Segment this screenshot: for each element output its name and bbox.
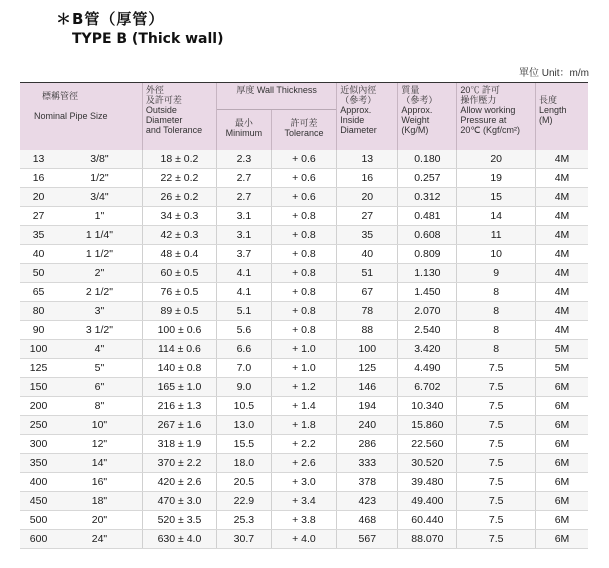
cell-mm: 400 <box>20 473 57 492</box>
cell-wall: 5.6 <box>217 321 272 340</box>
header-len-en2: (M) <box>539 115 553 125</box>
cell-pressure: 7.5 <box>457 511 536 530</box>
table-row <box>20 321 588 340</box>
cell-weight: 1.130 <box>398 264 457 283</box>
cell-tol: + 0.6 <box>271 169 337 188</box>
cell-pressure: 7.5 <box>457 397 536 416</box>
cell-mm: 200 <box>20 397 57 416</box>
cell-weight: 0.257 <box>398 169 457 188</box>
header-outside-diameter <box>142 83 216 151</box>
cell-pressure: 7.5 <box>457 378 536 397</box>
cell-wall: 18.0 <box>217 454 272 473</box>
cell-inch: 2" <box>57 264 142 283</box>
cell-pressure: 8 <box>457 283 536 302</box>
cell-pressure: 7.5 <box>457 473 536 492</box>
table-row <box>20 302 588 321</box>
cell-wall: 13.0 <box>217 416 272 435</box>
cell-tol: + 0.8 <box>271 207 337 226</box>
cell-tol: + 2.6 <box>271 454 337 473</box>
cell-id: 125 <box>337 359 398 378</box>
cell-wall: 3.1 <box>217 226 272 245</box>
cell-weight: 0.809 <box>398 245 457 264</box>
header-wt-en1: Approx. <box>401 105 433 115</box>
table-row <box>20 454 588 473</box>
cell-id: 78 <box>337 302 398 321</box>
header-wt-cn1: 質量 <box>401 85 420 95</box>
cell-inch: 2 1/2" <box>57 283 142 302</box>
cell-od: 89 ± 0.5 <box>142 302 216 321</box>
cell-tol: + 0.8 <box>271 245 337 264</box>
cell-length: 6M <box>536 454 589 473</box>
cell-length: 6M <box>536 416 589 435</box>
cell-mm: 35 <box>20 226 57 245</box>
cell-id: 13 <box>337 150 398 169</box>
cell-od: 520 ± 3.5 <box>142 511 216 530</box>
cell-pressure: 7.5 <box>457 359 536 378</box>
cell-length: 6M <box>536 530 589 549</box>
cell-id: 67 <box>337 283 398 302</box>
header-id-en2: Inside <box>340 115 365 125</box>
cell-weight: 2.070 <box>398 302 457 321</box>
cell-length: 5M <box>536 340 589 359</box>
table-row <box>20 530 588 549</box>
cell-wall: 7.0 <box>217 359 272 378</box>
cell-weight: 60.440 <box>398 511 457 530</box>
cell-weight: 0.608 <box>398 226 457 245</box>
cell-inch: 1" <box>57 207 142 226</box>
cell-length: 4M <box>536 169 589 188</box>
cell-tol: + 4.0 <box>271 530 337 549</box>
table-row <box>20 416 588 435</box>
cell-tol: + 2.2 <box>271 435 337 454</box>
cell-length: 4M <box>536 188 589 207</box>
header-wall-tol-en: Tolerance <box>284 128 324 138</box>
cell-mm: 50 <box>20 264 57 283</box>
cell-od: 114 ± 0.6 <box>142 340 216 359</box>
header-wall-tolerance <box>271 110 337 151</box>
cell-inch: 1 1/2" <box>57 245 142 264</box>
cell-pressure: 9 <box>457 264 536 283</box>
cell-inch: 6" <box>57 378 142 397</box>
cell-pressure: 11 <box>457 226 536 245</box>
cell-weight: 2.540 <box>398 321 457 340</box>
pipe-spec-table <box>20 82 588 549</box>
cell-id: 423 <box>337 492 398 511</box>
cell-weight: 4.490 <box>398 359 457 378</box>
cell-od: 100 ± 0.6 <box>142 321 216 340</box>
header-wall-min-en: Minimum <box>225 128 263 138</box>
cell-length: 6M <box>536 397 589 416</box>
cell-weight: 10.340 <box>398 397 457 416</box>
cell-id: 240 <box>337 416 398 435</box>
header-wall-thickness <box>217 83 337 110</box>
header-od-cn2: 及許可差 <box>145 95 182 105</box>
table-header <box>20 83 588 151</box>
cell-od: 318 ± 1.9 <box>142 435 216 454</box>
cell-wall: 20.5 <box>217 473 272 492</box>
header-press-en3: 20℃ (Kgf/cm²) <box>460 125 520 135</box>
cell-tol: + 0.6 <box>271 150 337 169</box>
cell-weight: 3.420 <box>398 340 457 359</box>
cell-inch: 24" <box>57 530 142 549</box>
cell-length: 4M <box>536 150 589 169</box>
header-nominal-size <box>20 83 142 151</box>
cell-length: 6M <box>536 435 589 454</box>
cell-inch: 12" <box>57 435 142 454</box>
cell-pressure: 19 <box>457 169 536 188</box>
cell-od: 370 ± 2.2 <box>142 454 216 473</box>
table-row <box>20 511 588 530</box>
cell-pressure: 7.5 <box>457 454 536 473</box>
header-id-cn1: 近似內徑 <box>340 85 377 95</box>
cell-tol: + 0.8 <box>271 302 337 321</box>
cell-mm: 40 <box>20 245 57 264</box>
cell-inch: 3/4" <box>57 188 142 207</box>
cell-wall: 10.5 <box>217 397 272 416</box>
table-row <box>20 492 588 511</box>
cell-inch: 5" <box>57 359 142 378</box>
cell-length: 4M <box>536 245 589 264</box>
cell-tol: + 3.0 <box>271 473 337 492</box>
cell-tol: + 0.8 <box>271 226 337 245</box>
cell-tol: + 1.2 <box>271 378 337 397</box>
cell-pressure: 14 <box>457 207 536 226</box>
cell-weight: 0.481 <box>398 207 457 226</box>
cell-mm: 150 <box>20 378 57 397</box>
cell-od: 630 ± 4.0 <box>142 530 216 549</box>
cell-weight: 6.702 <box>398 378 457 397</box>
cell-tol: + 1.0 <box>271 340 337 359</box>
unit-label: 單位 Unit：m/m <box>519 68 589 79</box>
cell-length: 4M <box>536 321 589 340</box>
cell-id: 16 <box>337 169 398 188</box>
cell-od: 216 ± 1.3 <box>142 397 216 416</box>
cell-wall: 9.0 <box>217 378 272 397</box>
cell-id: 567 <box>337 530 398 549</box>
header-wt-en2: Weight <box>401 115 430 125</box>
header-od-cn1: 外徑 <box>145 85 164 95</box>
cell-length: 6M <box>536 511 589 530</box>
cell-od: 165 ± 1.0 <box>142 378 216 397</box>
cell-wall: 4.1 <box>217 283 272 302</box>
cell-mm: 13 <box>20 150 57 169</box>
cell-mm: 65 <box>20 283 57 302</box>
cell-mm: 20 <box>20 188 57 207</box>
cell-wall: 3.7 <box>217 245 272 264</box>
header-wall-min-cn: 最小 <box>234 118 253 128</box>
cell-tol: + 3.8 <box>271 511 337 530</box>
cell-inch: 10" <box>57 416 142 435</box>
cell-length: 4M <box>536 302 589 321</box>
cell-mm: 90 <box>20 321 57 340</box>
cell-od: 26 ± 0.2 <box>142 188 216 207</box>
table-row <box>20 264 588 283</box>
cell-tol: + 0.8 <box>271 321 337 340</box>
cell-length: 4M <box>536 264 589 283</box>
cell-weight: 1.450 <box>398 283 457 302</box>
cell-wall: 25.3 <box>217 511 272 530</box>
cell-mm: 125 <box>20 359 57 378</box>
cell-pressure: 15 <box>457 188 536 207</box>
header-od-en2: Diameter <box>145 115 183 125</box>
table-body <box>20 150 588 549</box>
header-pressure <box>457 83 536 151</box>
cell-pressure: 7.5 <box>457 416 536 435</box>
page-title-chinese: ＊B管（厚管） <box>56 10 165 28</box>
table-row <box>20 283 588 302</box>
cell-length: 5M <box>536 359 589 378</box>
cell-weight: 0.180 <box>398 150 457 169</box>
cell-inch: 20" <box>57 511 142 530</box>
table-row <box>20 378 588 397</box>
cell-tol: + 1.0 <box>271 359 337 378</box>
header-wt-cn2: （參考） <box>401 95 438 105</box>
cell-od: 470 ± 3.0 <box>142 492 216 511</box>
header-wt-en3: (Kg/M) <box>401 125 429 135</box>
header-length <box>536 83 589 151</box>
header-inside-diameter <box>337 83 398 151</box>
cell-tol: + 0.8 <box>271 264 337 283</box>
cell-mm: 450 <box>20 492 57 511</box>
table-row <box>20 188 588 207</box>
cell-mm: 27 <box>20 207 57 226</box>
cell-length: 4M <box>536 283 589 302</box>
table-row <box>20 207 588 226</box>
cell-wall: 2.7 <box>217 188 272 207</box>
cell-tol: + 0.6 <box>271 188 337 207</box>
cell-weight: 30.520 <box>398 454 457 473</box>
table-row <box>20 359 588 378</box>
header-nominal-cn: 標稱管徑 <box>42 91 79 101</box>
header-wall-label: 厚度 Wall Thickness <box>236 85 317 95</box>
cell-id: 20 <box>337 188 398 207</box>
table-row <box>20 169 588 188</box>
cell-weight: 88.070 <box>398 530 457 549</box>
cell-tol: + 1.8 <box>271 416 337 435</box>
cell-pressure: 10 <box>457 245 536 264</box>
cell-inch: 3 1/2" <box>57 321 142 340</box>
cell-pressure: 7.5 <box>457 435 536 454</box>
cell-pressure: 8 <box>457 340 536 359</box>
header-wall-tol-cn: 許可差 <box>290 118 318 128</box>
cell-od: 42 ± 0.3 <box>142 226 216 245</box>
cell-wall: 5.1 <box>217 302 272 321</box>
cell-id: 468 <box>337 511 398 530</box>
table-row <box>20 435 588 454</box>
cell-od: 60 ± 0.5 <box>142 264 216 283</box>
cell-length: 6M <box>536 378 589 397</box>
cell-mm: 500 <box>20 511 57 530</box>
cell-mm: 250 <box>20 416 57 435</box>
cell-weight: 49.400 <box>398 492 457 511</box>
cell-od: 76 ± 0.5 <box>142 283 216 302</box>
header-len-cn: 長度 <box>539 95 558 105</box>
cell-wall: 15.5 <box>217 435 272 454</box>
cell-pressure: 20 <box>457 150 536 169</box>
header-od-en1: Outside <box>145 105 177 115</box>
cell-weight: 22.560 <box>398 435 457 454</box>
cell-id: 88 <box>337 321 398 340</box>
cell-length: 4M <box>536 226 589 245</box>
cell-pressure: 7.5 <box>457 492 536 511</box>
table-row <box>20 397 588 416</box>
cell-od: 48 ± 0.4 <box>142 245 216 264</box>
cell-pressure: 8 <box>457 321 536 340</box>
cell-mm: 16 <box>20 169 57 188</box>
cell-id: 146 <box>337 378 398 397</box>
cell-length: 4M <box>536 207 589 226</box>
cell-pressure: 7.5 <box>457 530 536 549</box>
cell-od: 420 ± 2.6 <box>142 473 216 492</box>
cell-wall: 2.7 <box>217 169 272 188</box>
cell-od: 140 ± 0.8 <box>142 359 216 378</box>
cell-tol: + 1.4 <box>271 397 337 416</box>
cell-id: 378 <box>337 473 398 492</box>
table-row <box>20 226 588 245</box>
table-row <box>20 473 588 492</box>
header-id-en3: Diameter <box>340 125 377 135</box>
header-nominal-en: Nominal Pipe Size <box>34 111 108 121</box>
cell-wall: 2.3 <box>217 150 272 169</box>
cell-length: 6M <box>536 473 589 492</box>
cell-id: 27 <box>337 207 398 226</box>
cell-wall: 4.1 <box>217 264 272 283</box>
cell-wall: 3.1 <box>217 207 272 226</box>
cell-od: 22 ± 0.2 <box>142 169 216 188</box>
cell-inch: 18" <box>57 492 142 511</box>
cell-od: 34 ± 0.3 <box>142 207 216 226</box>
table-row <box>20 245 588 264</box>
header-press-cn2: 操作壓力 <box>460 95 497 105</box>
cell-weight: 0.312 <box>398 188 457 207</box>
header-press-en1: Allow working <box>460 105 516 115</box>
table-row <box>20 340 588 359</box>
cell-inch: 8" <box>57 397 142 416</box>
cell-inch: 16" <box>57 473 142 492</box>
header-od-en3: and Tolerance <box>145 125 203 135</box>
cell-mm: 80 <box>20 302 57 321</box>
cell-mm: 600 <box>20 530 57 549</box>
cell-id: 333 <box>337 454 398 473</box>
cell-id: 51 <box>337 264 398 283</box>
cell-wall: 30.7 <box>217 530 272 549</box>
header-id-en1: Approx. <box>340 105 372 115</box>
cell-weight: 39.480 <box>398 473 457 492</box>
table-row <box>20 150 588 169</box>
cell-tol: + 3.4 <box>271 492 337 511</box>
cell-id: 100 <box>337 340 398 359</box>
cell-pressure: 8 <box>457 302 536 321</box>
header-len-en1: Length <box>539 105 567 115</box>
cell-id: 40 <box>337 245 398 264</box>
cell-inch: 1 1/4" <box>57 226 142 245</box>
header-wall-minimum <box>217 110 272 151</box>
header-press-en2: Pressure at <box>460 115 507 125</box>
cell-weight: 15.860 <box>398 416 457 435</box>
cell-inch: 1/2" <box>57 169 142 188</box>
cell-mm: 100 <box>20 340 57 359</box>
cell-tol: + 0.8 <box>271 283 337 302</box>
cell-inch: 3/8" <box>57 150 142 169</box>
header-press-cn1: 20℃ 許可 <box>460 85 500 95</box>
cell-id: 35 <box>337 226 398 245</box>
cell-inch: 3" <box>57 302 142 321</box>
page-title-english: TYPE B (Thick wall) <box>72 31 224 47</box>
cell-inch: 14" <box>57 454 142 473</box>
cell-wall: 22.9 <box>217 492 272 511</box>
cell-id: 286 <box>337 435 398 454</box>
cell-length: 6M <box>536 492 589 511</box>
cell-mm: 350 <box>20 454 57 473</box>
cell-od: 267 ± 1.6 <box>142 416 216 435</box>
cell-mm: 300 <box>20 435 57 454</box>
cell-inch: 4" <box>57 340 142 359</box>
cell-wall: 6.6 <box>217 340 272 359</box>
cell-id: 194 <box>337 397 398 416</box>
cell-od: 18 ± 0.2 <box>142 150 216 169</box>
header-id-cn2: （參考） <box>340 95 377 105</box>
header-weight <box>398 83 457 151</box>
